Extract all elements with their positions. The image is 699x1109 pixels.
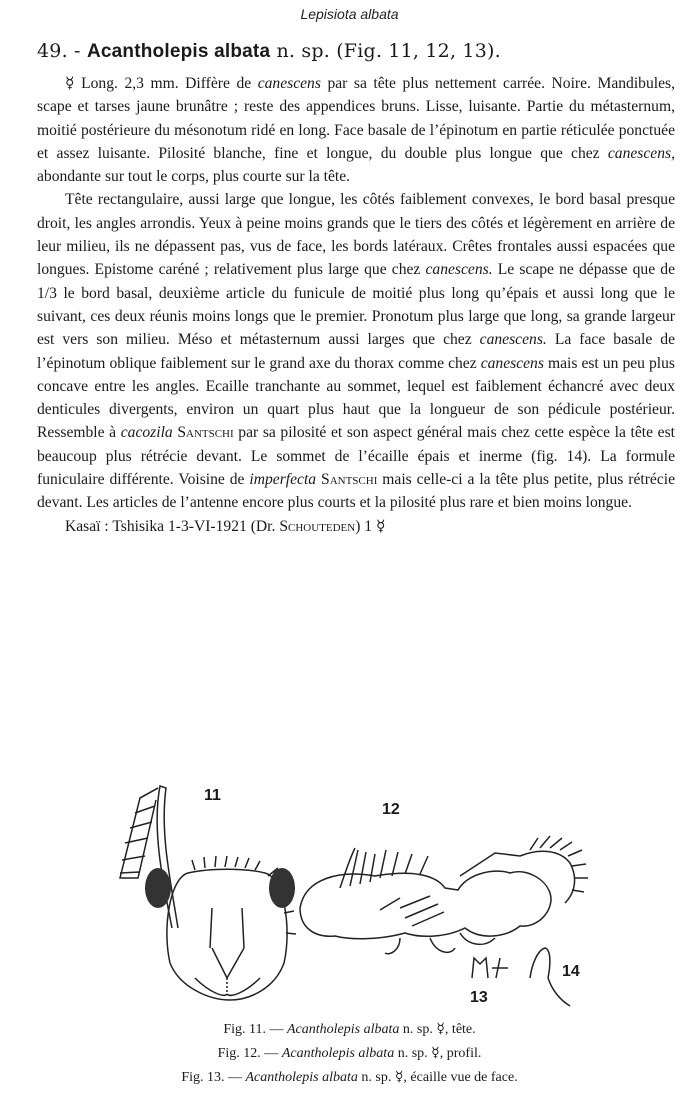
caption-suffix: n. sp. ☿, écaille vue de face.: [357, 1070, 518, 1085]
caption-species: Acantholepis albata: [287, 1022, 400, 1037]
italic-term: cacozila: [120, 424, 173, 442]
species-name: Acantholepis albata: [86, 41, 271, 62]
italic-term: canescens: [480, 354, 544, 372]
author-name: Schouteden: [279, 517, 356, 535]
figure-plate: [100, 778, 610, 1008]
text-run: ☿ Long. 2,3 mm. Diffère de: [65, 75, 258, 92]
fig13-scale-drawing: [472, 958, 508, 978]
caption-prefix: Fig. 11. —: [223, 1022, 287, 1037]
figure-caption: [0, 1018, 699, 1042]
description-body: [37, 72, 675, 538]
text-run: mais est un peu plus concave entre les angles. Ecaille tranchante au sommet, lequel est faiblement échancré avec deux denticules divergents, environ un quart plus haut que la longueur de son pédicule postérieur. Ressemble à: [37, 354, 675, 442]
species-number: 49. -: [37, 40, 81, 62]
caption-suffix: n. sp. ☿, profil.: [394, 1046, 482, 1061]
fig13-label: 13: [470, 989, 488, 1006]
fig11-label: 11: [204, 787, 221, 804]
italic-term: canescens.: [425, 261, 493, 279]
left-eye-icon: [145, 868, 171, 908]
figure-captions: [0, 1018, 699, 1090]
text-run: Le scape ne dépasse que de 1/3 le bord basal, deuxième article du funicule de moitié plus long qu’épais et aussi long que le suivant, ces deux réunis moins longs que le premier. Pronotum plus large que long, sa grande largeur est vers son milieu. Méso et métasternum aussi larges que chez: [37, 261, 675, 349]
fig12-label: 12: [382, 801, 400, 818]
running-head: Lepisiota albata: [300, 6, 399, 22]
text-run: Tête rectangulaire, aussi large que longue, les côtés faiblement convexes, le bord basal presque droit, les angles arrondis. Yeux à peine moins grands que le tiers des côtés et légèrement en arrière de leur milieu, ils ne dépassent pas, vus de face, les bords latéraux. Crêtes frontales aussi espacées que longues. Epistome caréné ; relativement plus large que chez: [37, 191, 675, 279]
caption-species: Acantholepis albata: [281, 1046, 395, 1061]
text-run: par sa pilosité et son aspect général mais chez cette espèce la tête est beaucoup plus rétrécie devant. Le sommet de l’écaille épais et inerme (fig. 14). La formule funiculaire différente. Voisine de: [37, 424, 675, 489]
fig12-profile-drawing: [300, 836, 588, 954]
text-run: La face basale de l’épinotum oblique faiblement sur le grand axe du thorax comme chez: [37, 331, 675, 372]
italic-term: canescens: [257, 75, 321, 92]
right-eye-icon: [269, 868, 295, 908]
fig14-label: 14: [562, 963, 580, 980]
figure-drawings: [100, 778, 610, 1008]
text-run: Kasaï : Tshisika 1-3-VI-1921 (Dr.: [65, 517, 280, 535]
text-run: par sa tête plus nettement carrée. Noire. Mandibules, scape et tarses jaune brunâtre ; reste des appendices bruns. Lisse, luisante. Partie du métasternum, moitié postérieure du mésonotum ridé en long. Face basale de l’épinotum en partie réticulée ponctuée et assez luisante. Pilosité blanche, fine et longue, du double plus longue que chez: [37, 75, 675, 162]
author-name: Santschi: [177, 424, 234, 442]
text-run: ) 1 ☿: [355, 517, 386, 535]
figure-caption: [0, 1066, 699, 1090]
figure-caption: [0, 1042, 699, 1066]
caption-prefix: Fig. 13. —: [181, 1070, 246, 1085]
description-paragraph: [37, 72, 675, 188]
caption-suffix: n. sp. ☿, tête.: [399, 1022, 476, 1037]
caption-species: Acantholepis albata: [245, 1070, 358, 1085]
description-paragraph: [37, 515, 675, 538]
italic-term: imperfecta: [249, 471, 317, 489]
italic-term: canescens,: [607, 144, 675, 162]
text-run: abondante sur tout le corps, plus courte sur la tête.: [37, 168, 351, 186]
text-run: mais celle-ci a la tête plus petite, plus rétrécie devant. Les articles de l’antenne encore plus courts et la pilosité plus rare et bien moins longue.: [37, 471, 675, 512]
author-name: Santschi: [321, 471, 378, 489]
caption-prefix: Fig. 12. —: [217, 1046, 282, 1061]
species-heading: [37, 40, 501, 63]
italic-term: canescens.: [479, 331, 547, 349]
description-paragraph: [37, 188, 675, 514]
species-heading-rest: n. sp. (Fig. 11, 12, 13).: [276, 40, 501, 62]
